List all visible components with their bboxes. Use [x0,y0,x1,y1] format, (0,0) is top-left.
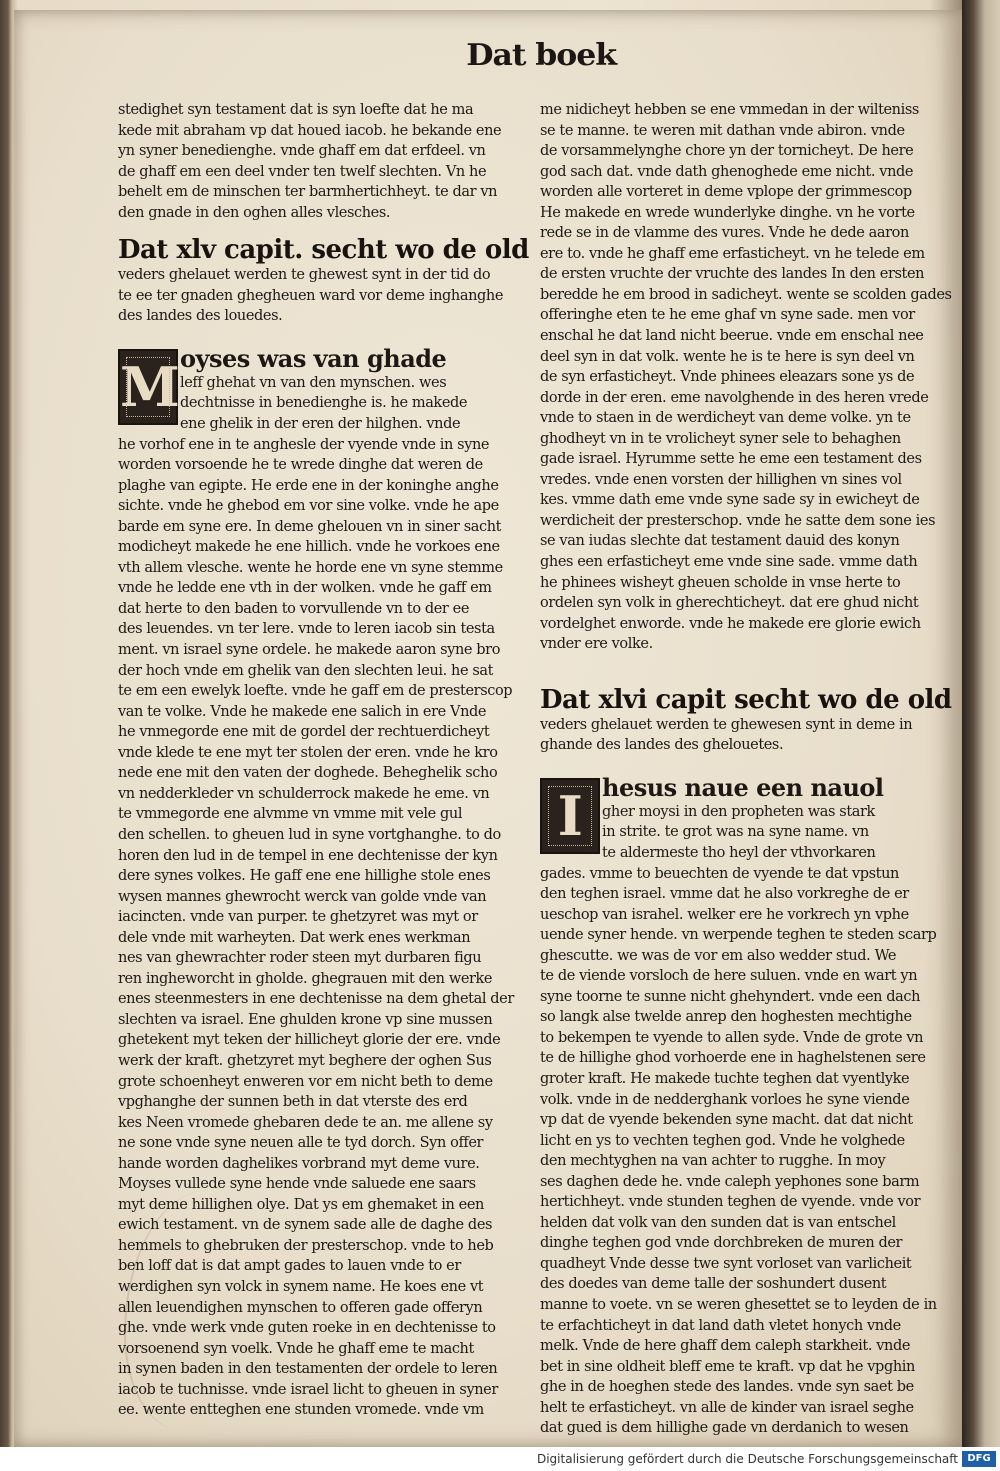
left-initial-lines [180,373,498,435]
text-line: te aldermeste tho heyl der vthvorkaren [602,844,876,861]
text-line: den teghen israel. vmme dat he also vorkreghe de er [540,886,909,903]
text-line: iacob te tuchnisse. vnde israel licht to gheuen in syner [118,1381,498,1398]
text-line: sichte. vnde he ghebod em vor sine volke. vnde he ape [118,498,499,515]
text-line: volk. vnde in de nedderghank vorloes he syne viende [540,1091,910,1108]
text-line: iacincten. vnde van purper. te ghetzyret was myt or [118,909,478,926]
right-chapter-heading: Dat xlvi capit secht wo de old [540,684,952,715]
text-line: te erfachticheyt in dat land dath vletet honych vnde [540,1317,901,1334]
text-line: den schellen. to gheuen lud in syne vortghanghe. to do [118,826,501,843]
text-line: allen leuendighen mynschen to offeren gade offeryn [118,1299,483,1316]
text-line: van te volke. Vnde he makede ene salich in ere Vnde [118,703,487,720]
text-line: te em een ewelyk loefte. vnde he gaff em de presterscop [118,683,513,700]
text-line: kes. vmme dath eme vnde syne sade sy in ewicheyt de [540,492,920,509]
text-line: dinghe teghen god vnde dorchbreken de muren der [540,1235,903,1252]
text-line: uende syner hende. vn werpende teghen te steden scarp [540,927,937,944]
text-line: vpghanghe der sunnen beth in dat vterste des erd [118,1094,468,1111]
text-line: modicheyt makede he ene hillich. vnde he vorkoes ene [118,539,500,556]
text-line: dechtnisse in benedienghe is. he makede [180,395,468,412]
text-line: gher moysi in den propheten was stark [602,803,875,820]
text-line: ses daghen dede he. vnde caleph yephones sone barm [540,1173,920,1190]
heading-line: veders ghelauet werden te ghewesen synt in deme in [540,716,913,733]
text-line: quadheyt Vnde desse twe synt vorloset van varlicheit [540,1255,912,1272]
text-line: helt te erfasticheyt. vn alle de kinder van israel seghe [540,1399,914,1416]
text-line: gade israel. Hyrumme sette he eme een testament des [540,451,922,468]
left-top-text [118,100,502,223]
left-first-line: oyses was van ghade [180,343,447,373]
left-chapter-heading: Dat xlv capit. secht wo de old [118,235,529,266]
text-line: se van iudas slechte dat testament dauid des konyn [540,533,900,550]
text-line: hertichheyt. vnde stunden teghen de vyende. vnde vor [540,1194,921,1211]
text-line: me nidicheyt hebben se ene vmmedan in der wilteniss [540,102,919,118]
text-line: he vorhof ene in te anghesle der vyende vnde in syne [118,436,490,453]
text-line: ghescutte. we was de vor em also wedder stud. We [540,947,897,964]
text-line: de syn erfasticheyt. Vnde phinees eleazars sone ys de [540,369,915,386]
left-column [118,100,529,1421]
text-line: de ghaff em een deel vnder ten twelf slechten. Vn he [118,163,487,180]
right-body-text [540,864,937,1439]
text-line: ment. vn israel syne ordele. he makede aaron syne bro [118,642,501,659]
text-line: vn nedderkleder vn schulderrock makede he eme. vn [118,785,490,802]
text-line: enes steenmesters in ene dechtenisse na dem ghetal der [118,991,514,1008]
text-line: manne to voete. vn se weren ghesettet se to leyden de in [540,1296,937,1313]
text-line: barde em syne ere. In deme ghelouen vn in siner sacht [118,518,502,535]
text-line: to bekempen te vyende to allen syde. Vnde de grote vn [540,1029,924,1046]
text-line: helden dat volk van den sunden dat is van entschel [540,1214,896,1231]
text-line: de vorsammelynghe chore yn der tornicheyt. De here [540,143,914,160]
text-line: horen den lud in de tempel in ene dechtenisse der kyn [118,847,498,864]
text-line: in synen baden in den testamenten der ordele to leren [118,1361,498,1378]
text-line: ordelen syn volk in gherechticheyt. dat ere ghud nicht [540,595,919,612]
text-line: te de viende vorsloch de here suluen. vnde en wart yn [540,968,918,985]
text-line: vnde klede te ene myt ter stolen der eren. vnde he kro [118,744,498,761]
text-line: der hoch vnde em ghelik van den slechten leui. he sat [118,662,494,679]
text-line: he phinees wisheyt gheuen scholde in vnse herte to [540,574,901,591]
text-line: kede mit abraham vp dat houed iacob. he bekande ene [118,122,502,139]
text-line: rede se in de vlamme des vures. Vnde he dede aaron [540,225,909,242]
text-line: dorde in der eren. eme navolghende in des heren vrede [540,389,929,406]
text-line: melk. Vnde de here ghaff dem caleph starkheit. vnde [540,1338,911,1355]
text-line: des doedes van deme talle der soshundert dusent [540,1276,887,1293]
text-line: vredes. vnde enen vorsten der hillighen vn sines vol [540,471,902,488]
running-title: Dat boek [466,38,617,73]
left-body-text [118,435,514,1421]
text-line: behelt em de minschen ter barmhertichheyt. te dar vn [118,184,498,201]
text-line: ere to. vnde he ghaff eme erfasticheyt. vn he telede em [540,245,925,262]
text-line: werk der kraft. ghetzyret myt beghere der oghen Sus [118,1052,492,1069]
text-line: deel syn in dat volk. wente he is te here is syn deel vn [540,348,915,365]
text-line: groter kraft. He makede tuchte teghen dat vyentlyke [540,1070,910,1087]
decorated-initial-m: M [118,349,178,425]
text-line: ee. wente entteghen ene stunden vromede. vnde vm [118,1402,484,1419]
text-line: leff ghehat vn van den mynschen. wes [180,374,447,391]
text-line: vnder ere volke. [540,636,653,653]
text-line: myt deme hillighen olye. Dat ys em ghemaket in een [118,1196,484,1213]
right-initial-block [540,774,910,864]
heading-line: veders ghelauet werden te ghewest synt in der tid do [118,267,491,284]
right-heading-subtext [540,715,913,756]
text-line: se te manne. te weren mit dathan vnde abiron. vnde [540,122,905,139]
text-line: yn syner benedienghe. vnde ghaff em dat erfdeel. vn [118,143,486,160]
text-line: gades. vmme to beuechten de vyende te dat vpstun [540,865,899,882]
text-line: vth allem vlesche. wente he horde ene vn syne stemme [118,559,503,576]
footer-bar [0,1447,1000,1471]
text-line: offeringhe eten te he eme ghaf vn syne sade. men vor [540,307,915,324]
text-line: ueschop van israhel. welker ere he vorkrech yn vphe [540,906,909,923]
text-line: stedighet syn testament dat is syn loefte dat he ma [118,102,474,118]
text-line: nede ene mit den vaten der doghede. Beheghelik scho [118,765,498,782]
heading-line: te ee ter gnaden ghegheuen ward vor deme inghanghe [118,287,504,304]
text-line: dat gued is dem hillighe gade vn derdanich to wesen [540,1420,909,1437]
text-line: god sach dat. vnde dath ghenoghede eme nicht. vnde [540,163,914,180]
text-line: enschal he dat land nicht beerue. vnde em enschal nee [540,328,924,345]
text-line: vorsoenend syn voelk. Vnde he ghaff eme te macht [118,1340,474,1357]
text-line: slechten va israel. Ene ghulden krone vp sine mussen [118,1011,493,1028]
right-column [540,100,952,1439]
text-line: vordelghet enworde. vnde he makede ere glorie ewich [540,615,921,632]
decorated-initial-i: I [540,778,600,854]
text-line: bet in sine oldheit bleff eme te kraft. vp dat he vpghin [540,1358,915,1375]
text-line: den gnade in den oghen alles vlesches. [118,204,391,221]
text-line: hande worden daghelikes vorbrand myt deme vure. [118,1155,480,1172]
text-line: te de hillighe ghod vorhoerde ene in haghelstenen sere [540,1050,926,1067]
text-line: ghodheyt vn in te vrolicheyt syner sele to behaghen [540,430,901,447]
dfg-logo: DFG [962,1451,996,1467]
right-top-text [540,100,952,655]
left-heading-subtext [118,265,504,327]
text-line: beredde he em brood in sadicheyt. wente se scolden gades [540,286,952,303]
text-line: ene ghelik in der eren der hilghen. vnde [180,416,461,433]
text-line: ren ingheworcht in gholde. ghegrauen mit den werke [118,970,493,987]
text-line: dere synes volkes. He gaff ene ene hillighe stole enes [118,868,491,885]
text-line: ghe. vnde werk vnde guten roeke in en dechtenisse to [118,1320,496,1337]
text-line: so langk alse twelde anrep den hoghesten mechtighe [540,1009,912,1026]
text-line: ghes een erfasticheyt eme vnde sine sade. vmme dath [540,554,918,571]
text-line: kes Neen vromede ghebaren dede te an. me allene sy [118,1114,493,1131]
text-line: dat herte to den baden to vorvullende vn to der ee [118,600,470,617]
text-line: in strite. te grot was na syne name. vn [602,824,869,841]
text-line: vnde to staen in de werdicheyt van deme volke. yn te [540,410,911,427]
text-line: syne toorne te sunne nicht ghehyndert. vnde een dach [540,988,921,1005]
text-line: ben loff dat is dat ampt gades to lauen vnde to er [118,1258,461,1275]
text-line: ewich testament. vn de synem sade alle de daghe des [118,1217,493,1234]
text-line: werdighen syn volck in synem name. He koes ene vt [118,1278,484,1295]
text-line: grote schoenheyt enweren vor em nicht beth to deme [118,1073,493,1090]
text-line: hemmels to ghebruken der presterschop. vnde to heb [118,1237,494,1254]
text-line: worden alle vorteret in deme vplope der grimmescop [540,184,912,201]
text-line: ghe in de hoeghen stede des landes. vnde syn saet be [540,1379,914,1396]
text-line: ne sone vnde syne neuen alle te tyd dorch. Syn offer [118,1135,484,1152]
heading-line: ghande des landes des ghelouetes. [540,737,784,754]
text-line: te vmmegorde ene alvmme vn vmme mit vele gul [118,806,463,823]
text-line: vnde he ledde ene vth in der wolken. vnde he gaff em [118,580,492,597]
text-line: werdicheit der presterschop. vnde he satte dem sone ies [540,512,936,529]
text-line: des leuendes. vn ter lere. vnde to leren iacob sin testa [118,621,495,638]
funding-credit: Digitalisierung gefördert durch die Deutsche Forschungsgemeinschaft [536,1452,958,1466]
book-binding-edge [962,0,1000,1447]
text-line: nes van ghewrachter roder steen myt durbaren figu [118,950,482,967]
right-first-line: hesus naue een nauol [602,772,884,802]
text-line: worden vorsoende he te wrede dinghe dat weren de [118,457,483,474]
text-line: wysen mannes ghewrocht werck van golde vnde van [118,888,487,905]
text-line: dele vnde mit warheyten. Dat werk enes werkman [118,929,471,946]
text-line: den mechtyghen na van achter to rugghe. In moy [540,1153,886,1170]
text-line: plaghe van egipte. He erde ene in der koninghe anghe [118,477,499,494]
text-line: Moyses vullede syne hende vnde saluede ene saars [118,1176,476,1193]
heading-line: des landes des louedes. [118,308,283,325]
left-initial-block [118,345,498,435]
text-line: de ersten vruchte der vruchte des landes In den ersten [540,266,925,283]
text-line: ghetekent myt teken der hillicheyt glorie der ere. vnde [118,1032,501,1049]
text-line: He makede en wrede wunderlyke dinghe. vn he vorte [540,204,915,221]
text-line: licht en ys to vechten teghen god. Vnde he volghede [540,1132,905,1149]
text-line: vp dat de vyende bekenden syne macht. dat dat nicht [540,1112,913,1129]
text-line: he vnmegorde ene mit de gordel der rechtuerdicheyt [118,724,490,741]
right-initial-lines [602,802,910,864]
